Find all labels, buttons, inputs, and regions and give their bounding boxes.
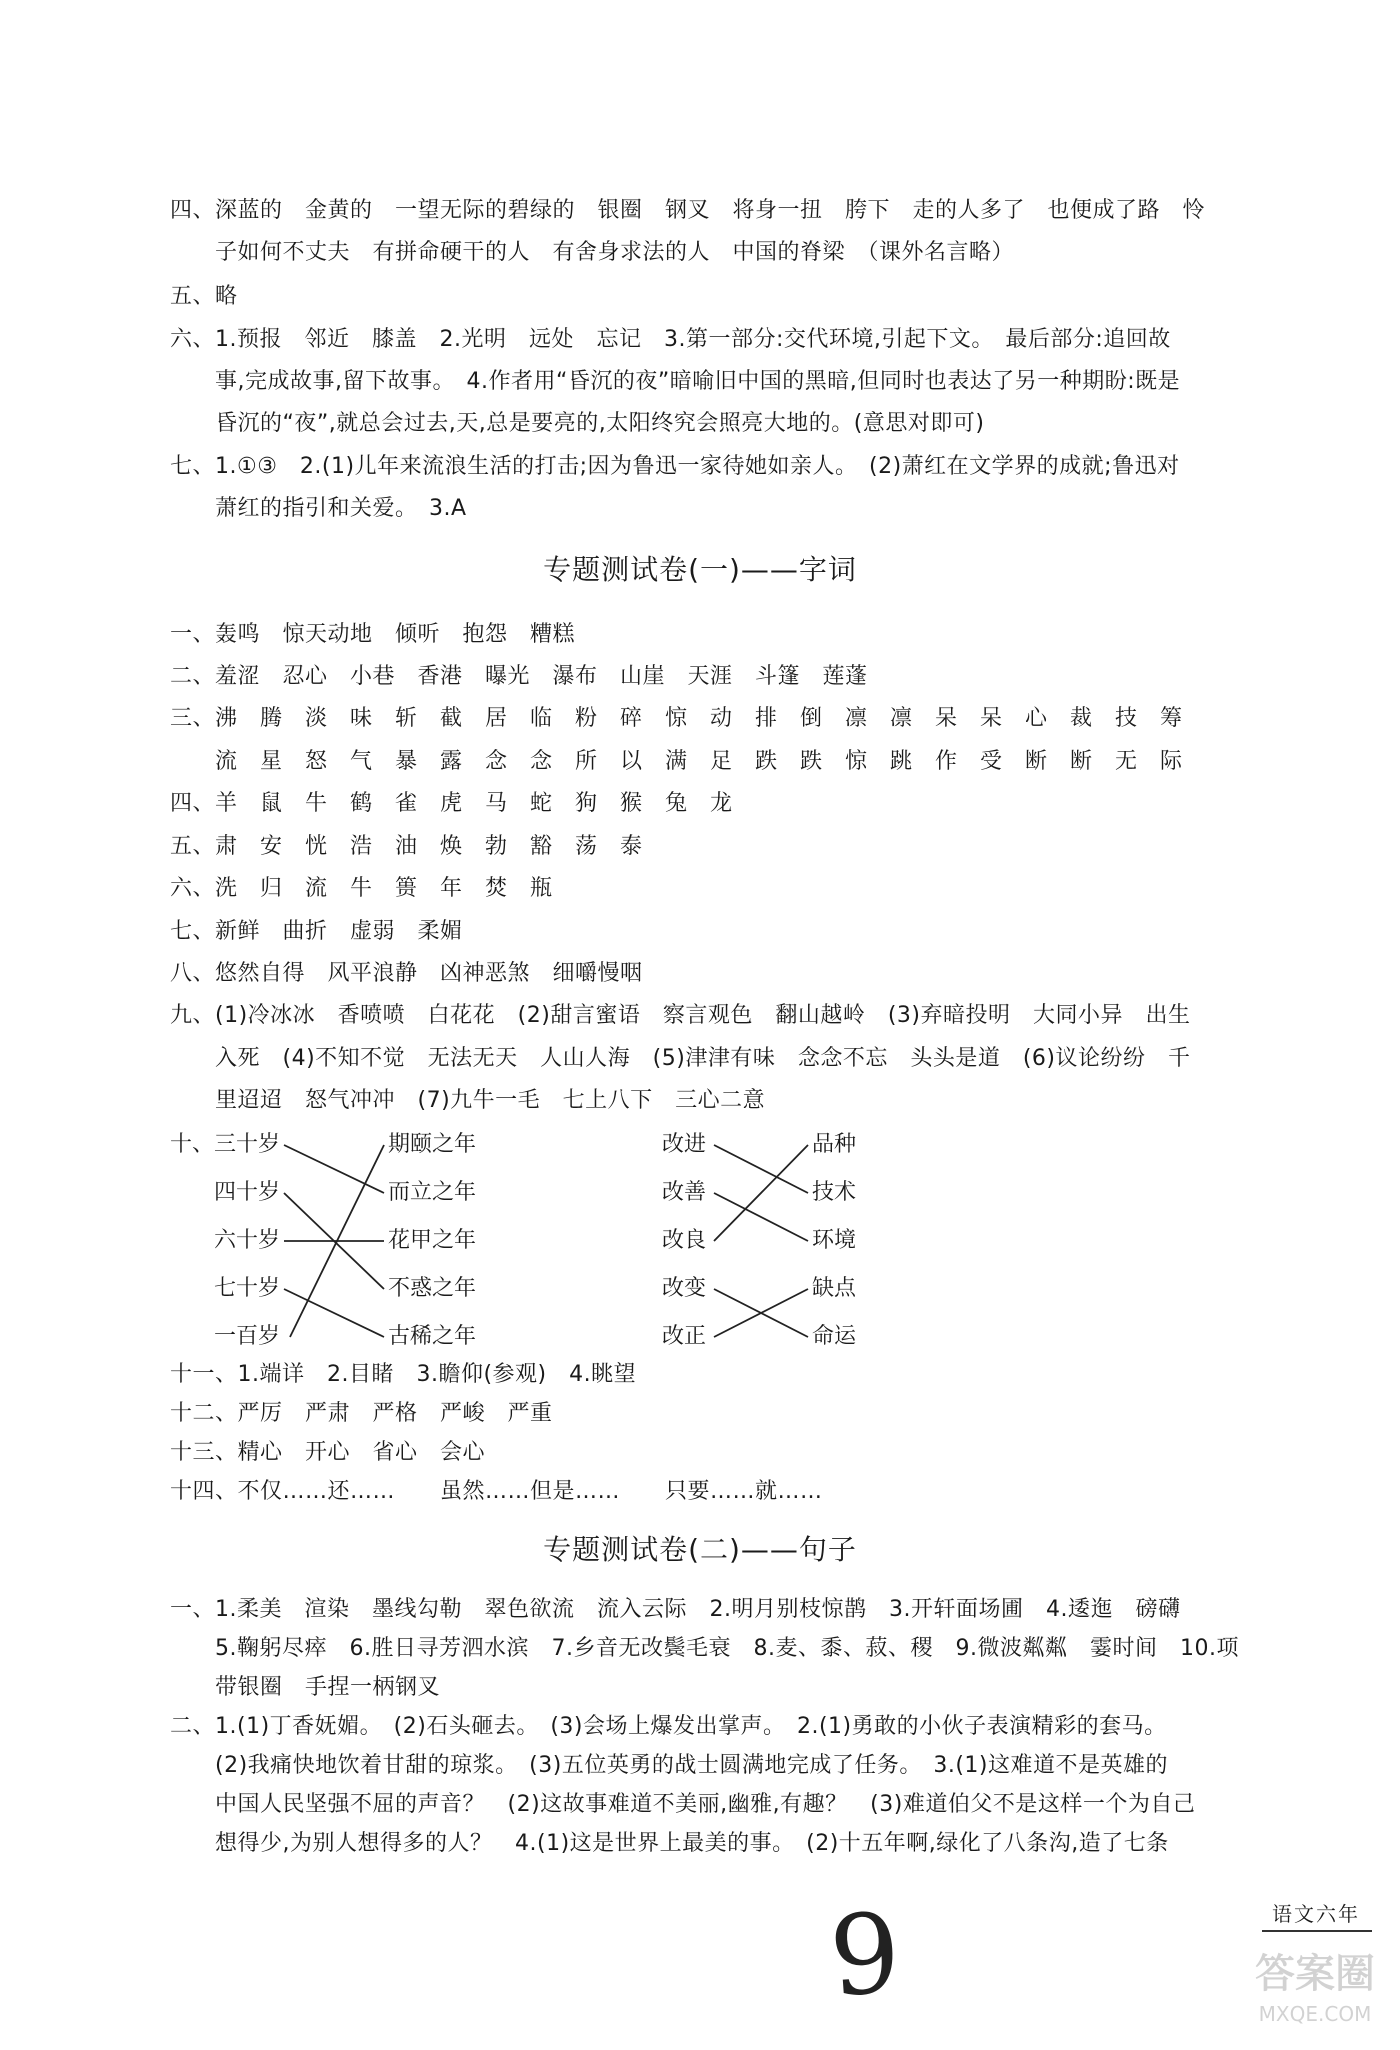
answer-line: 七、1.①③ 2.(1)儿年来流浪生活的打击;因为鲁迅一家待她如亲人。 (2)萧红在文学界的成就;鲁迅对 [170,454,1180,479]
section-title-1: 专题测试卷(一)——字词 [543,553,857,586]
answer-line: 昏沉的“夜”,就总会过去,天,总是要亮的,太阳终究会照亮大地的。(意思对即可) [170,411,985,436]
match-right-item: 不惑之年 [388,1276,477,1301]
match-right-item: 缺点 [812,1276,857,1301]
answer-line: 萧红的指引和关爱。 3.A [170,496,467,521]
answer-line: 八、悠然自得 风平浪静 凶神恶煞 细嚼慢咽 [170,961,643,986]
match-line [714,1145,808,1241]
answer-line: 十一、1.端详 2.目睹 3.瞻仰(参观) 4.眺望 [170,1362,637,1387]
answer-line: 子如何不丈夫 有拼命硬干的人 有舍身求法的人 中国的脊梁 （课外名言略） [170,240,1015,265]
section-title-2: 专题测试卷(二)——句子 [543,1533,857,1566]
answer-line: 流 星 怒 气 暴 露 念 念 所 以 满 足 跌 跌 惊 跳 作 受 断 断 无 际 [170,749,1183,774]
footer-rule [1262,1930,1372,1932]
match-line [714,1193,808,1241]
answer-line: 六、1.预报 邻近 膝盖 2.光明 远处 忘记 3.第一部分:交代环境,引起下文。 最后部分:追回故 [170,327,1171,352]
answer-line: 四、羊 鼠 牛 鹤 雀 虎 马 蛇 狗 猴 兔 龙 [170,791,733,816]
match-left-item: 改良 [662,1228,707,1253]
handwritten-page-mark: 9 [825,1888,905,2022]
match-right-item: 而立之年 [388,1180,477,1205]
match-line [714,1289,808,1337]
answer-line: 九、(1)冷冰冰 香喷喷 白花花 (2)甜言蜜语 察言观色 翻山越岭 (3)弃暗投明 大同小异 出生 [170,1003,1191,1028]
match-right-item: 命运 [812,1324,857,1349]
answer-line: 一、轰鸣 惊天动地 倾听 抱怨 糟糕 [170,622,576,647]
answer-line: 三、沸 腾 淡 味 斩 截 居 临 粉 碎 惊 动 排 倒 凛 凛 呆 呆 心 裁 技 筹 [170,706,1183,731]
match-left-item: 改变 [662,1276,707,1301]
answer-line: 十四、不仅……还…… 虽然……但是…… 只要……就…… [170,1479,823,1504]
answer-line: 想得少,为别人想得多的人？ 4.(1)这是世界上最美的事。 (2)十五年啊,绿化了八条沟,造了七条 [170,1831,1169,1856]
answer-line: 五、肃 安 恍 浩 油 焕 勃 豁 荡 泰 [170,834,643,859]
answer-line: 5.鞠躬尽瘁 6.胜日寻芳泗水滨 7.乡音无改鬓毛衰 8.麦、黍、菽、稷 9.微波粼粼 霎时间 10.项 [170,1636,1239,1661]
match-prefix: 十、 [170,1132,215,1157]
answer-line: 带银圈 手捏一柄钢叉 [170,1675,441,1700]
answer-line: 二、羞涩 忍心 小巷 香港 曝光 瀑布 山崖 天涯 斗篷 莲蓬 [170,664,868,689]
watermark-logo-icon [1240,1935,1390,2030]
match-line [284,1145,384,1193]
answer-line: 七、新鲜 曲折 虚弱 柔媚 [170,919,463,944]
match-right-item: 环境 [812,1228,857,1253]
answer-line: 入死 (4)不知不觉 无法无天 人山人海 (5)津津有味 念念不忘 头头是道 (6)议论纷纷 千 [170,1046,1191,1071]
answer-line: 五、略 [170,284,238,309]
answer-line: 中国人民坚强不屈的声音？ (2)这故事难道不美丽,幽雅,有趣？ (3)难道伯父不是这样一个为自己 [170,1792,1196,1817]
match-right-item: 品种 [812,1132,857,1157]
match-line [290,1145,384,1337]
answer-line: 六、洗 归 流 牛 篑 年 焚 瓶 [170,876,553,901]
answer-line: 四、深蓝的 金黄的 一望无际的碧绿的 银圈 钢叉 将身一扭 胯下 走的人多了 也便成了路 怜 [170,198,1206,223]
match-right-item: 技术 [812,1180,857,1205]
match-left-item: 四十岁 [214,1180,281,1205]
match-right-item: 花甲之年 [388,1228,477,1253]
answer-line: (2)我痛快地饮着甘甜的琼浆。 (3)五位英勇的战士圆满地完成了任务。 3.(1)这难道不是英雄的 [170,1753,1168,1778]
answer-line: 一、1.柔美 渲染 墨线勾勒 翠色欲流 流入云际 2.明月别枝惊鹊 3.开轩面场圃 4.逶迤 磅礴 [170,1597,1181,1622]
match-right-item: 期颐之年 [388,1132,477,1157]
match-line [714,1289,808,1337]
watermark-url: MXQE.COM [1258,2002,1372,2026]
match-line [284,1193,384,1289]
match-line [284,1289,384,1337]
answer-line: 十二、严厉 严肃 严格 严峻 严重 [170,1401,553,1426]
match-left-item: 一百岁 [214,1324,281,1349]
match-left-item: 六十岁 [214,1228,281,1253]
answer-line: 里迢迢 怒气冲冲 (7)九牛一毛 七上八下 三心二意 [170,1088,766,1113]
match-left-item: 改进 [662,1132,707,1157]
answer-line: 二、1.(1)丁香妩媚。 (2)石头砸去。 (3)会场上爆发出掌声。 2.(1)勇敢的小伙子表演精彩的套马。 [170,1714,1167,1739]
match-line [714,1145,808,1193]
answer-line: 十三、精心 开心 省心 会心 [170,1440,486,1465]
match-left-item: 改善 [662,1180,707,1205]
answer-line: 事,完成故事,留下故事。 4.作者用“昏沉的夜”暗喻旧中国的黑暗,但同时也表达了另一种期盼:既是 [170,369,1181,394]
match-right-item: 古稀之年 [388,1324,477,1349]
match-left-item: 七十岁 [214,1276,281,1301]
match-left-item: 改正 [662,1324,707,1349]
subject-label: 语文六年 [1272,1902,1360,1926]
match-left-item: 三十岁 [214,1132,281,1157]
watermark-text: 答案圈 [1255,1951,1375,1997]
